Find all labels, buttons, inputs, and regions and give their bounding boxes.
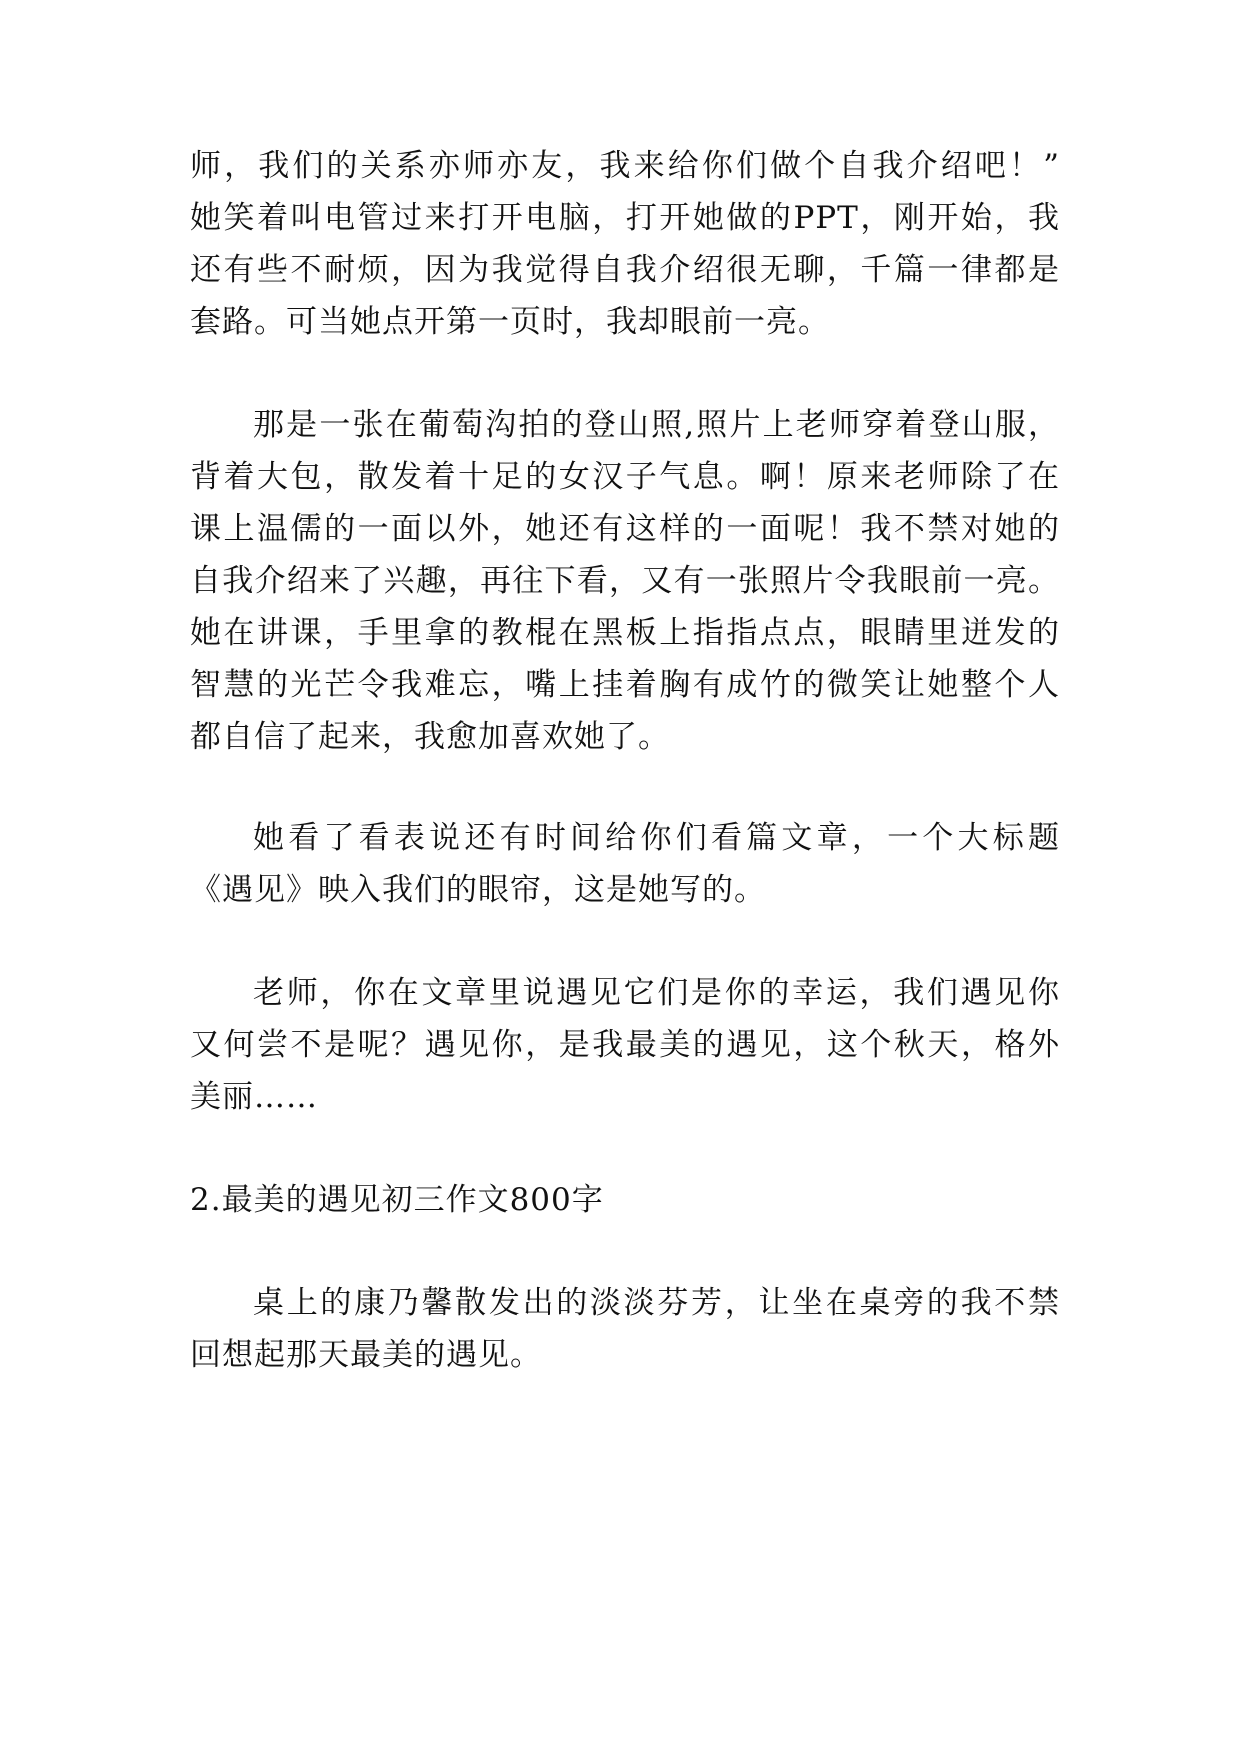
text-line: 课上温儒的一面以外，她还有这样的一面呢！我不禁对她的 [190,511,1060,547]
text-line: 智慧的光芒令我难忘，嘴上挂着胸有成竹的微笑让她整个人 [190,667,1060,703]
text-line: 自我介绍来了兴趣，再往下看，又有一张照片令我眼前一亮。 [190,563,1060,599]
text-line: 还有些不耐烦，因为我觉得自我介绍很无聊，千篇一律都是 [190,252,1060,288]
text-line: 她在讲课，手里拿的教棍在黑板上指指点点，眼睛里迸发的 [190,615,1060,651]
text-line: 美丽…… [190,1079,318,1115]
section-heading: 2.最美的遇见初三作文800字 [190,1182,604,1218]
text-line: 师，我们的关系亦师亦友，我来给你们做个自我介绍吧！” [190,148,1060,184]
text-line: 她笑着叫电管过来打开电脑，打开她做的PPT，刚开始，我 [190,200,1060,236]
text-line: 她看了看表说还有时间给你们看篇文章，一个大标题 [253,820,1060,856]
text-line: 套路。可当她点开第一页时，我却眼前一亮。 [190,304,830,340]
text-line: 老师，你在文章里说遇见它们是你的幸运，我们遇见你 [253,975,1060,1011]
text-line: 《遇见》映入我们的眼帘，这是她写的。 [190,872,766,908]
text-line: 那是一张在葡萄沟拍的登山照,照片上老师穿着登山服， [253,407,1060,443]
text-line: 都自信了起来，我愈加喜欢她了。 [190,719,670,755]
text-line: 背着大包，散发着十足的女汉子气息。啊！原来老师除了在 [190,459,1060,495]
text-line: 又何尝不是呢？遇见你，是我最美的遇见，这个秋天，格外 [190,1027,1060,1063]
text-line: 回想起那天最美的遇见。 [190,1337,542,1373]
text-line: 桌上的康乃馨散发出的淡淡芬芳，让坐在桌旁的我不禁 [253,1285,1060,1321]
